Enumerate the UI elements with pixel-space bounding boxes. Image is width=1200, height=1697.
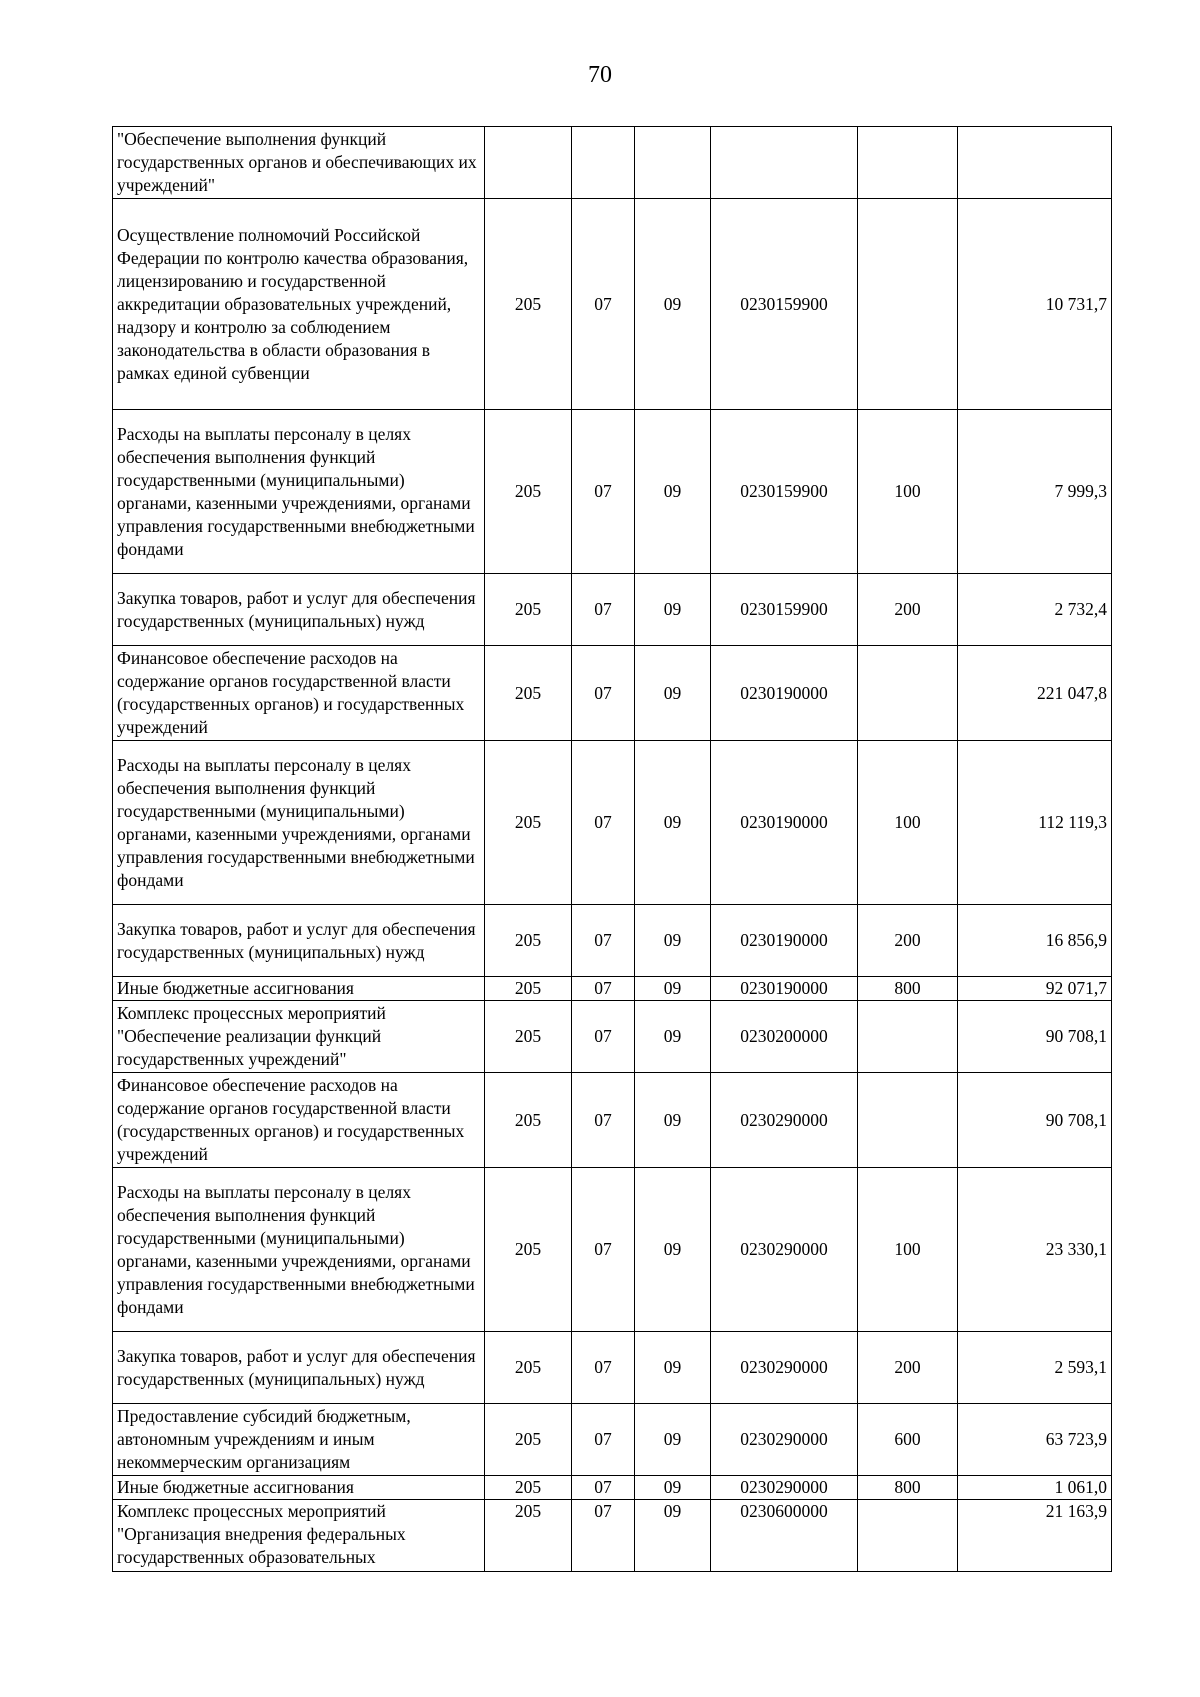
row-expense-type: 800 [858, 1476, 958, 1500]
row-subsection: 09 [635, 199, 711, 410]
row-grbs: 205 [485, 1073, 572, 1168]
row-section: 07 [572, 646, 635, 741]
table-row [113, 1500, 1112, 1572]
row-grbs [485, 127, 572, 199]
row-sum: 21 163,9 [958, 1500, 1112, 1572]
row-section: 07 [572, 1404, 635, 1476]
table-row [113, 1001, 1112, 1073]
row-section: 07 [572, 1168, 635, 1332]
row-target-article: 0230159900 [711, 199, 858, 410]
row-expense-type: 100 [858, 741, 958, 905]
row-target-article: 0230159900 [711, 574, 858, 646]
row-sum: 90 708,1 [958, 1073, 1112, 1168]
row-sum: 7 999,3 [958, 410, 1112, 574]
row-section: 07 [572, 905, 635, 977]
row-name: Закупка товаров, работ и услуг для обеспечения государственных (муниципальных) нужд [113, 905, 485, 977]
row-subsection: 09 [635, 1168, 711, 1332]
row-name: Иные бюджетные ассигнования [113, 1476, 485, 1500]
row-grbs: 205 [485, 199, 572, 410]
row-section: 07 [572, 410, 635, 574]
row-grbs: 205 [485, 977, 572, 1001]
row-grbs: 205 [485, 1476, 572, 1500]
row-expense-type: 600 [858, 1404, 958, 1476]
row-sum: 23 330,1 [958, 1168, 1112, 1332]
row-sum: 2 593,1 [958, 1332, 1112, 1404]
row-name: Закупка товаров, работ и услуг для обеспечения государственных (муниципальных) нужд [113, 1332, 485, 1404]
row-target-article: 0230190000 [711, 905, 858, 977]
row-subsection: 09 [635, 1404, 711, 1476]
row-sum: 112 119,3 [958, 741, 1112, 905]
row-target-article: 0230290000 [711, 1476, 858, 1500]
row-grbs: 205 [485, 741, 572, 905]
row-section: 07 [572, 977, 635, 1001]
table-row [113, 977, 1112, 1001]
table-row [113, 905, 1112, 977]
page-number: 70 [588, 62, 612, 88]
table-row [113, 127, 1112, 199]
row-section: 07 [572, 1001, 635, 1073]
row-expense-type [858, 1073, 958, 1168]
row-grbs: 205 [485, 1168, 572, 1332]
row-name: Расходы на выплаты персоналу в целях обеспечения выполнения функций государственными (муниципальными) органами, казенными учреждениями, органами управления государственными внебюджетными фондами [113, 1168, 485, 1332]
row-section: 07 [572, 1332, 635, 1404]
row-sum: 90 708,1 [958, 1001, 1112, 1073]
row-subsection: 09 [635, 1476, 711, 1500]
row-name: Осуществление полномочий Российской Федерации по контролю качества образования, лицензированию и государственной аккредитации образовательных учреждений, надзору и контролю за соблюдением законодательства в области образования в рамках единой субвенции [113, 199, 485, 410]
row-name: Комплекс процессных мероприятий "Обеспечение реализации функций государственных учреждений" [113, 1001, 485, 1073]
row-name: Комплекс процессных мероприятий "Организация внедрения федеральных государственных образовательных [113, 1500, 485, 1572]
row-grbs: 205 [485, 646, 572, 741]
row-section: 07 [572, 574, 635, 646]
row-target-article: 0230159900 [711, 410, 858, 574]
row-expense-type: 200 [858, 574, 958, 646]
budget-table [112, 126, 1112, 1572]
row-section: 07 [572, 741, 635, 905]
row-name: Расходы на выплаты персоналу в целях обеспечения выполнения функций государственными (муниципальными) органами, казенными учреждениями, органами управления государственными внебюджетными фондами [113, 410, 485, 574]
row-sum: 16 856,9 [958, 905, 1112, 977]
row-subsection: 09 [635, 1332, 711, 1404]
row-expense-type: 200 [858, 1332, 958, 1404]
row-grbs: 205 [485, 1332, 572, 1404]
row-name: Иные бюджетные ассигнования [113, 977, 485, 1001]
row-grbs: 205 [485, 1001, 572, 1073]
row-name: Расходы на выплаты персоналу в целях обеспечения выполнения функций государственными (муниципальными) органами, казенными учреждениями, органами управления государственными внебюджетными фондами [113, 741, 485, 905]
row-expense-type [858, 199, 958, 410]
row-expense-type [858, 1500, 958, 1572]
row-grbs: 205 [485, 410, 572, 574]
row-subsection: 09 [635, 574, 711, 646]
table-row [113, 1168, 1112, 1332]
row-expense-type [858, 1001, 958, 1073]
row-target-article: 0230600000 [711, 1500, 858, 1572]
row-target-article: 0230190000 [711, 741, 858, 905]
row-grbs: 205 [485, 1404, 572, 1476]
table-row [113, 1073, 1112, 1168]
table-row [113, 1404, 1112, 1476]
table-row [113, 574, 1112, 646]
row-expense-type: 800 [858, 977, 958, 1001]
row-sum: 2 732,4 [958, 574, 1112, 646]
row-sum: 10 731,7 [958, 199, 1112, 410]
row-target-article: 0230290000 [711, 1332, 858, 1404]
row-name: "Обеспечение выполнения функций государственных органов и обеспечивающих их учреждений" [113, 127, 485, 199]
row-sum: 1 061,0 [958, 1476, 1112, 1500]
row-target-article [711, 127, 858, 199]
row-subsection: 09 [635, 977, 711, 1001]
row-target-article: 0230200000 [711, 1001, 858, 1073]
row-subsection: 09 [635, 1073, 711, 1168]
row-name: Предоставление субсидий бюджетным, автономным учреждениям и иным некоммерческим организациям [113, 1404, 485, 1476]
row-sum: 221 047,8 [958, 646, 1112, 741]
row-sum: 63 723,9 [958, 1404, 1112, 1476]
row-expense-type [858, 127, 958, 199]
row-subsection [635, 127, 711, 199]
row-subsection: 09 [635, 646, 711, 741]
row-target-article: 0230290000 [711, 1168, 858, 1332]
table-row [113, 741, 1112, 905]
row-sum: 92 071,7 [958, 977, 1112, 1001]
row-grbs: 205 [485, 905, 572, 977]
row-target-article: 0230290000 [711, 1404, 858, 1476]
row-section: 07 [572, 1500, 635, 1572]
table-row [113, 199, 1112, 410]
row-grbs: 205 [485, 574, 572, 646]
row-expense-type: 100 [858, 1168, 958, 1332]
row-grbs: 205 [485, 1500, 572, 1572]
row-section: 07 [572, 1476, 635, 1500]
row-expense-type: 100 [858, 410, 958, 574]
table-row [113, 410, 1112, 574]
table-row [113, 646, 1112, 741]
row-target-article: 0230190000 [711, 646, 858, 741]
row-name: Финансовое обеспечение расходов на содержание органов государственной власти (государственных органов) и государственных учреждений [113, 1073, 485, 1168]
row-target-article: 0230290000 [711, 1073, 858, 1168]
row-subsection: 09 [635, 905, 711, 977]
row-target-article: 0230190000 [711, 977, 858, 1001]
row-section: 07 [572, 199, 635, 410]
row-section: 07 [572, 1073, 635, 1168]
row-expense-type [858, 646, 958, 741]
row-subsection: 09 [635, 741, 711, 905]
row-name: Закупка товаров, работ и услуг для обеспечения государственных (муниципальных) нужд [113, 574, 485, 646]
row-sum [958, 127, 1112, 199]
table-row [113, 1332, 1112, 1404]
table-row [113, 1476, 1112, 1500]
row-name: Финансовое обеспечение расходов на содержание органов государственной власти (государственных органов) и государственных учреждений [113, 646, 485, 741]
row-expense-type: 200 [858, 905, 958, 977]
row-subsection: 09 [635, 1500, 711, 1572]
row-section [572, 127, 635, 199]
row-subsection: 09 [635, 410, 711, 574]
row-subsection: 09 [635, 1001, 711, 1073]
